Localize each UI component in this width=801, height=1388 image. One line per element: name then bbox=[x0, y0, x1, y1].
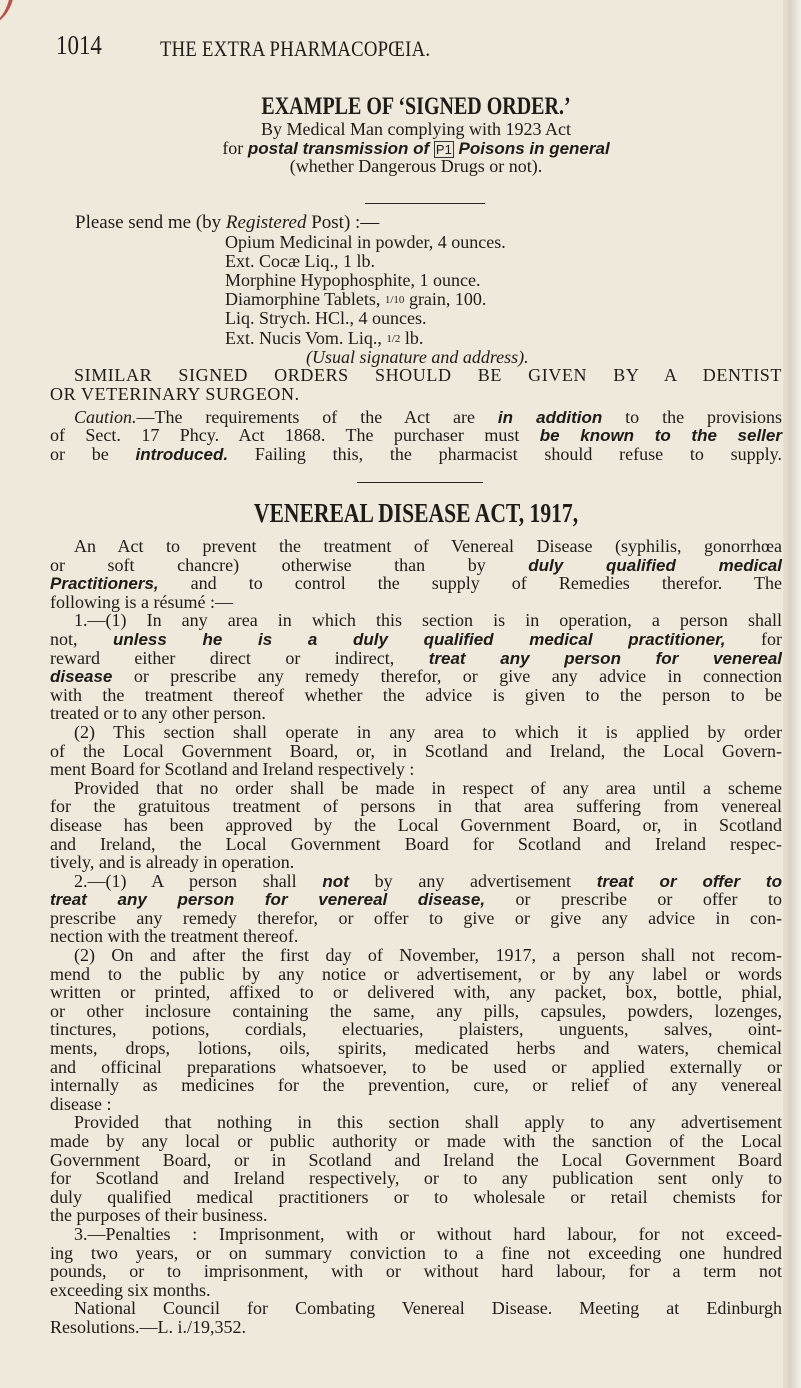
text-run: introduced. bbox=[135, 444, 229, 464]
vd-act-title: VENEREAL DISEASE ACT, 1917, bbox=[253, 498, 579, 528]
divider bbox=[357, 482, 483, 483]
page-bookmark-tab bbox=[0, 0, 14, 30]
text-run: National Council for Combating Venereal Disease. Meeting at Edinburgh bbox=[74, 1298, 782, 1319]
text-run: or other inclosure containing the same, any pills, capsules, powders, lozenges, bbox=[50, 1000, 782, 1021]
text-line bbox=[50, 120, 782, 139]
text-line bbox=[50, 574, 782, 593]
text-run: tinctures, potions, cordials, electuaries, plaisters, unguents, salves, oint- bbox=[50, 1019, 782, 1040]
text-line bbox=[50, 1206, 782, 1225]
text-run: the purposes of their business. bbox=[50, 1205, 268, 1226]
text-line bbox=[50, 760, 782, 779]
text-run: for Scotland and Ireland respectively, or to any publication sent only to bbox=[50, 1168, 782, 1189]
text-run: Poisons in general bbox=[453, 138, 610, 158]
text-line bbox=[50, 537, 782, 556]
text-line bbox=[50, 835, 782, 854]
text-line bbox=[50, 909, 782, 928]
text-line bbox=[50, 1262, 782, 1281]
text-line bbox=[50, 1281, 782, 1300]
text-line bbox=[50, 408, 782, 427]
text-line bbox=[50, 1002, 782, 1021]
text-line bbox=[50, 233, 782, 252]
text-run: postal transmission of bbox=[247, 138, 434, 158]
text-run: Practitioners, bbox=[50, 574, 159, 594]
running-head: THE EXTRA PHARMACOPŒIA. bbox=[160, 36, 431, 61]
text-line bbox=[50, 1113, 782, 1132]
text-line bbox=[50, 667, 782, 686]
text-line bbox=[50, 385, 782, 404]
text-run: duly qualified medical bbox=[528, 555, 782, 575]
text-run: in addition bbox=[497, 407, 603, 427]
signed-order-title: EXAMPLE OF ‘SIGNED ORDER.’ bbox=[261, 93, 571, 120]
text-run: for bbox=[222, 137, 248, 158]
text-run: Ext. Cocæ Liq., 1 lb. bbox=[225, 250, 375, 271]
text-run: Please send me (by bbox=[75, 212, 226, 233]
text-line bbox=[50, 1299, 782, 1318]
text-run: 3.—Penalties : Imprisonment, with or without hard labour, for not exceed- bbox=[74, 1223, 782, 1244]
text-line bbox=[50, 1039, 782, 1058]
signed-order-title-block bbox=[50, 94, 782, 176]
text-run: or soft chancre) otherwise than by bbox=[50, 554, 529, 575]
text-run: or prescribe any remedy therefor, or give any advice in connection bbox=[112, 666, 782, 687]
text-run: (whether Dangerous Drugs or not). bbox=[289, 156, 543, 177]
text-run: 2.—(1) A person shall bbox=[74, 870, 323, 891]
text-line bbox=[50, 214, 782, 233]
text-line bbox=[50, 157, 782, 176]
text-line bbox=[50, 426, 782, 445]
text-line bbox=[50, 252, 782, 271]
text-run: and to control the supply of Remedies therefor. The bbox=[158, 573, 782, 594]
text-run: treated or to any other person. bbox=[50, 703, 266, 724]
text-line bbox=[50, 1095, 782, 1114]
text-run: of Sect. 17 Phcy. Act 1868. The purchaser must bbox=[50, 425, 540, 446]
signed-order-body bbox=[50, 214, 782, 463]
text-run: and officinal preparations whatsoever, to be used or applied externally or bbox=[50, 1056, 782, 1077]
text-run: reward either direct or indirect, bbox=[50, 647, 429, 668]
text-run: (Usual signature and address). bbox=[306, 346, 529, 367]
text-run: SIMILAR SIGNED ORDERS SHOULD BE GIVEN BY A DENTIST bbox=[74, 365, 782, 386]
text-line bbox=[50, 704, 782, 723]
text-run: of the Local Government Board, or, in Scotland and Ireland, the Local Govern- bbox=[50, 740, 782, 761]
text-line bbox=[50, 445, 782, 464]
text-run: duly qualified medical practitioners or to wholesale or retail chemists for bbox=[50, 1186, 782, 1207]
text-run: nection with the treatment thereof. bbox=[50, 926, 299, 947]
text-run: not bbox=[322, 871, 349, 891]
text-run: Government Board, or in Scotland and Ireland the Local Government Board bbox=[50, 1149, 782, 1170]
text-line bbox=[50, 1244, 782, 1263]
text-run: to the provisions bbox=[602, 406, 782, 427]
text-run: Ext. Nucis Vom. Liq., bbox=[225, 327, 387, 348]
text-line bbox=[50, 946, 782, 965]
signed-order-subtitle bbox=[50, 120, 782, 176]
text-run: disease has been approved by the Local Government Board, or, in Scotland bbox=[50, 814, 782, 835]
text-run: Opium Medicinal in powder, 4 ounces. bbox=[225, 231, 506, 252]
text-run: ment Board for Scotland and Ireland respectively : bbox=[50, 759, 415, 780]
text-run: ments, drops, lotions, oils, spirits, medicated herbs and waters, chemical bbox=[50, 1038, 782, 1059]
text-run: for bbox=[725, 628, 782, 649]
text-run: Failing this, the pharmacist should refuse to supply. bbox=[228, 443, 782, 464]
text-run: disease bbox=[50, 667, 113, 687]
text-run: ing two years, or on summary conviction to a fine not exceeding one hundred bbox=[50, 1242, 782, 1263]
text-line bbox=[50, 723, 782, 742]
page-number: 1014 bbox=[56, 30, 102, 60]
text-run: Resolutions.—L. i./19,352. bbox=[50, 1316, 247, 1337]
text-run: disease : bbox=[50, 1093, 112, 1114]
text-line bbox=[50, 779, 782, 798]
text-run: unless he is a duly qualified medical practitioner, bbox=[112, 629, 726, 649]
text-run: treat any person for venereal bbox=[428, 648, 783, 668]
text-run: or prescribe or offer to bbox=[485, 889, 782, 910]
text-line bbox=[50, 630, 782, 649]
poison-schedule-mark: P1 bbox=[435, 141, 452, 157]
text-line bbox=[50, 686, 782, 705]
text-run: following is a résumé :— bbox=[50, 591, 233, 612]
text-line bbox=[50, 348, 782, 367]
text-line bbox=[50, 593, 782, 612]
text-run: exceeding six months. bbox=[50, 1279, 211, 1300]
text-run: pounds, or to imprisonment, with or without hard labour, for a term not bbox=[50, 1261, 782, 1282]
text-line bbox=[50, 1020, 782, 1039]
text-line bbox=[50, 742, 782, 761]
text-line bbox=[50, 1058, 782, 1077]
text-line bbox=[50, 890, 782, 909]
text-run: be known to the seller bbox=[539, 426, 782, 446]
text-run: and Ireland, the Local Government Board for Scotland and Ireland respec- bbox=[50, 833, 782, 854]
text-line bbox=[50, 816, 782, 835]
text-run: with the treatment thereof whether the advice is given to the person to be bbox=[50, 684, 782, 705]
text-line bbox=[50, 1151, 782, 1170]
text-line bbox=[50, 366, 782, 385]
text-run: Post) :— bbox=[306, 212, 380, 233]
text-run: Provided that nothing in this section shall apply to any advertisement bbox=[74, 1112, 782, 1133]
text-run: written or printed, affixed to or delivered with, any packet, box, bottle, phial, bbox=[50, 982, 782, 1003]
text-run: made by any local or public authority or made with the sanction of the Local bbox=[50, 1131, 782, 1151]
text-line bbox=[50, 271, 782, 290]
text-run: An Act to prevent the treatment of Venereal Disease (syphilis, gonorrhœa bbox=[74, 536, 782, 556]
text-line bbox=[50, 927, 782, 946]
text-line bbox=[50, 853, 782, 872]
text-run: Provided that no order shall be made in respect of any area until a scheme bbox=[74, 777, 782, 798]
text-run: prescribe any remedy therefor, or offer to give or give any advice in con- bbox=[50, 907, 782, 928]
text-run: not, bbox=[50, 628, 113, 649]
fraction: 1/10 bbox=[384, 294, 405, 307]
text-line bbox=[50, 1318, 782, 1337]
text-line bbox=[50, 983, 782, 1002]
text-line bbox=[50, 290, 782, 309]
text-run: Diamorphine Tablets, bbox=[225, 289, 385, 310]
text-run: —The requirements of the Act are bbox=[136, 406, 498, 427]
text-line bbox=[50, 1225, 782, 1244]
text-line bbox=[50, 309, 782, 328]
text-run: lb. bbox=[400, 327, 424, 348]
text-run: Morphine Hypophosphite, 1 ounce. bbox=[225, 269, 481, 290]
page-edge bbox=[783, 0, 801, 1388]
text-run: for the gratuitous treatment of persons in that area suffering from venereal bbox=[50, 796, 782, 817]
text-run: by any advertisement bbox=[348, 870, 597, 891]
text-line bbox=[50, 1132, 782, 1151]
text-run: internally as medicines for the prevention, cure, or relief of any venereal bbox=[50, 1075, 782, 1096]
text-run: (2) This section shall operate in any area to which it is applied by order bbox=[74, 721, 782, 742]
text-line bbox=[50, 1169, 782, 1188]
text-line bbox=[50, 649, 782, 668]
text-run: Liq. Strych. HCl., 4 ounces. bbox=[225, 308, 427, 329]
text-run: 1.—(1) In any area in which this section is in operation, a person shall bbox=[74, 610, 782, 631]
vd-act-section bbox=[50, 500, 782, 1337]
text-run: Caution. bbox=[74, 406, 137, 427]
text-line bbox=[50, 872, 782, 891]
text-run: treat or offer to bbox=[596, 871, 782, 891]
text-run: tively, and is already in operation. bbox=[50, 852, 295, 873]
divider bbox=[365, 203, 485, 204]
text-line bbox=[50, 556, 782, 575]
text-line bbox=[50, 965, 782, 984]
text-line bbox=[50, 1076, 782, 1095]
text-run: Registered bbox=[225, 212, 307, 233]
text-line bbox=[50, 1188, 782, 1207]
text-run: grain, 100. bbox=[404, 289, 487, 310]
vd-act-body bbox=[50, 537, 782, 1337]
fraction: 1/2 bbox=[386, 332, 401, 345]
text-line bbox=[50, 797, 782, 816]
text-line bbox=[50, 611, 782, 630]
text-line bbox=[50, 329, 782, 348]
text-run: OR VETERINARY SURGEON. bbox=[50, 383, 300, 404]
text-run: treat any person for venereal disease, bbox=[50, 890, 486, 910]
text-run: By Medical Man complying with 1923 Act bbox=[261, 119, 571, 139]
text-run: (2) On and after the first day of November, 1917, a person shall not recom- bbox=[74, 945, 782, 966]
text-run: mend to the public by any notice or advertisement, or by any label or words bbox=[50, 963, 782, 984]
text-line bbox=[50, 139, 782, 158]
text-run: or be bbox=[50, 443, 136, 464]
